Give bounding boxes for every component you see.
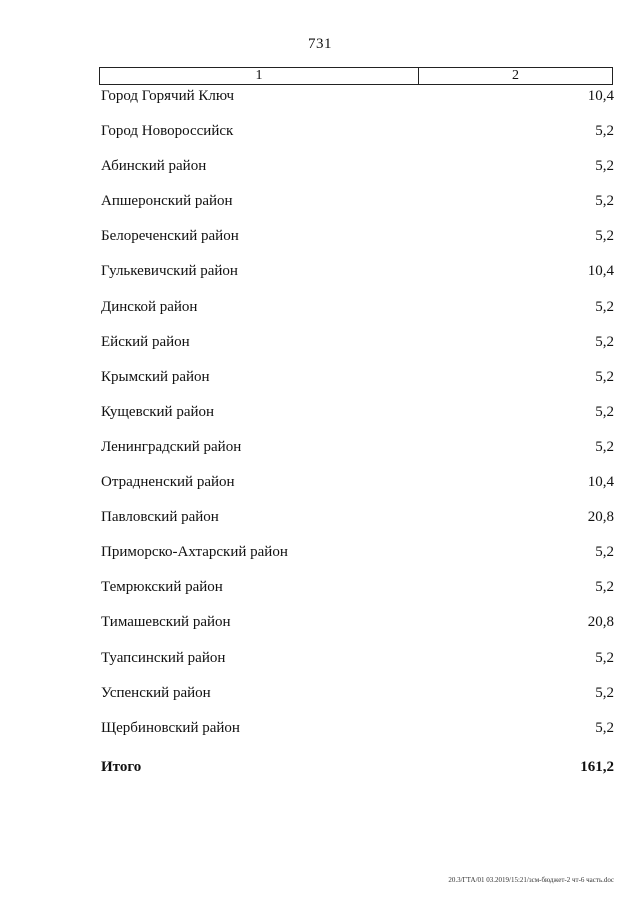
row-value: 5,2 [595,368,614,385]
row-name: Динской район [101,298,198,315]
row-name: Абинский район [101,158,207,175]
file-path-note: 20.3/ГТА/01 03.2019/15:21/зсм-бюджет-2 чт-6 часть.doc [448,876,614,884]
row-value: 10,4 [587,88,614,104]
row-value: 5,2 [595,579,614,596]
table-row [101,648,614,683]
row-name: Город Горячий Ключ [101,88,235,104]
row-name: Успенский район [101,684,211,701]
row-value: 10,4 [587,263,614,280]
row-value: 20,8 [587,509,614,526]
row-name: Кущевский район [101,403,215,420]
row-name: Туапсинский район [101,649,226,666]
table-row [101,402,614,437]
row-name: Ейский район [101,333,190,350]
table-row [101,437,614,472]
row-value: 5,2 [595,298,614,315]
table-row [101,332,614,367]
row-value: 10,4 [587,474,614,491]
table-row [101,542,614,577]
row-value: 5,2 [595,333,614,350]
table-row [101,472,614,507]
header-cell-col1: 1 [100,68,419,84]
table-body [101,86,614,753]
row-value: 5,2 [595,228,614,245]
row-value: 5,2 [595,438,614,455]
row-name: Отрадненский район [101,474,235,491]
row-name: Город Новороссийск [101,123,234,140]
row-name: Щербиновский район [101,719,240,736]
total-value: 161,2 [580,759,614,775]
row-value: 5,2 [595,123,614,140]
row-value: 5,2 [595,649,614,666]
table-row [101,191,614,226]
table-row [101,297,614,332]
row-name: Гулькевичский район [101,263,238,280]
table-row [101,612,614,647]
row-value: 5,2 [595,158,614,175]
table-row [101,226,614,261]
table-row [101,367,614,402]
row-name: Ленинградский район [101,438,242,455]
row-name: Апшеронский район [101,193,233,210]
table-row [101,507,614,542]
row-value: 5,2 [595,544,614,561]
row-name: Темрюкский район [101,579,223,596]
table-row [101,718,614,753]
row-name: Тимашевский район [101,614,231,631]
table-row [101,683,614,718]
row-value: 5,2 [595,193,614,210]
header-cell-col2: 2 [512,68,519,83]
row-name: Приморско-Ахтарский район [101,544,288,561]
table-row [101,86,614,121]
row-value: 5,2 [595,403,614,420]
table-header [99,67,613,85]
total-label: Итого [101,759,142,775]
page-number: 731 [308,36,332,52]
row-value: 5,2 [595,684,614,701]
table-row [101,577,614,612]
row-name: Белореченский район [101,228,239,245]
row-value: 20,8 [587,614,614,631]
table-row [101,261,614,296]
row-value: 5,2 [595,719,614,736]
table-row [101,121,614,156]
row-name: Павловский район [101,509,219,526]
table-row [101,156,614,191]
row-name: Крымский район [101,368,210,385]
total-row [101,757,614,777]
